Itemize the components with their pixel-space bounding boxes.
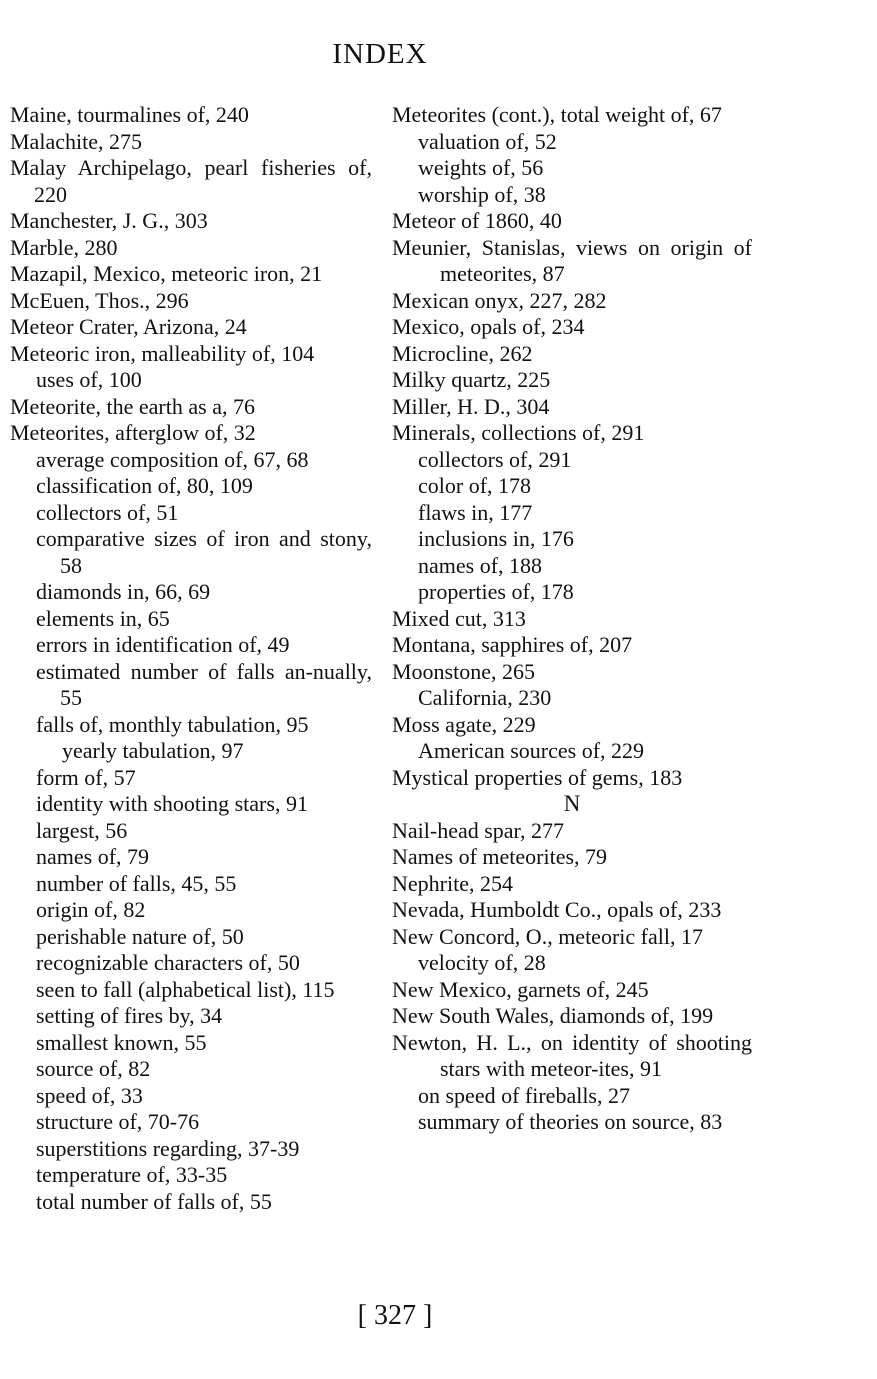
page-number: [ 327 ] (357, 1300, 433, 1331)
page-title: INDEX (332, 38, 428, 70)
index-subentry: origin of, 82 (36, 897, 146, 922)
index-subentry: on speed of fireballs, 27 (418, 1082, 630, 1108)
index-entry: Meteorites (cont.), total weight of, 67 (392, 102, 722, 127)
index-subentry: collectors of, 51 (36, 499, 179, 525)
index-entry: Meteor Crater, Arizona, 24 (10, 314, 247, 339)
index-subentry: collectors of, 291 (418, 446, 572, 472)
index-entry: Maine, tourmalines of, 240 (10, 102, 249, 127)
index-entry: Mexican onyx, 227, 282 (392, 287, 607, 313)
index-subentry: summary of theories on source, 83 (418, 1109, 723, 1134)
index-subentry: number of falls, 45, 55 (36, 870, 237, 896)
index-entry: Meteoric iron, malleability of, 104 (10, 340, 315, 366)
index-subentry: properties of, 178 (418, 579, 574, 604)
index-subentry: smallest known, 55 (36, 1029, 207, 1055)
index-entry: Meteor of 1860, 40 (392, 208, 562, 233)
index-subentry: recognizable characters of, 50 (36, 950, 300, 975)
index-subentry: identity with shooting stars, 91 (36, 791, 308, 816)
index-subentry: velocity of, 28 (418, 950, 546, 975)
index-subentry: largest, 56 (36, 817, 128, 843)
index-subentry: valuation of, 52 (418, 128, 557, 154)
index-entry: Nephrite, 254 (392, 870, 513, 896)
index-entry: Marble, 280 (10, 234, 118, 260)
index-entry: New South Wales, diamonds of, 199 (392, 1003, 714, 1028)
index-subentry: estimated number of falls an-nually, 55 (36, 658, 372, 710)
index-subentry: speed of, 33 (36, 1082, 143, 1108)
index-subentry: American sources of, 229 (418, 738, 645, 763)
index-subentry: falls of, monthly tabulation, 95 (36, 711, 309, 737)
index-entry: Nail-head spar, 277 (392, 817, 565, 843)
index-entry: New Concord, O., meteoric fall, 17 (392, 923, 703, 949)
index-entry: Montana, sapphires of, 207 (392, 632, 633, 657)
index-entry: Mystical properties of gems, 183 (392, 764, 683, 790)
index-entry: Meunier, Stanislas, views on origin of meteorites, 87 (392, 234, 752, 286)
index-entry: Manchester, J. G., 303 (10, 208, 208, 233)
index-subentry: comparative sizes of iron and stony, 58 (36, 526, 372, 578)
index-subentry: names of, 79 (36, 844, 150, 869)
index-subentry: seen to fall (alphabetical list), 115 (36, 976, 335, 1002)
index-column-left (10, 102, 372, 1215)
index-subentry: source of, 82 (36, 1056, 151, 1081)
index-subentry: classification of, 80, 109 (36, 473, 253, 498)
index-entry: Minerals, collections of, 291 (392, 420, 645, 445)
index-subsubentry: yearly tabulation, 97 (62, 738, 244, 763)
index-subentry: weights of, 56 (418, 155, 544, 180)
index-subentry: uses of, 100 (36, 367, 142, 392)
index-entry: Malachite, 275 (10, 128, 142, 154)
index-entry: Microcline, 262 (392, 340, 533, 366)
index-subentry: elements in, 65 (36, 605, 170, 631)
index-entry: Mixed cut, 313 (392, 605, 526, 631)
index-subentry: superstitions regarding, 37-39 (36, 1135, 300, 1161)
index-entry: Newton, H. L., on identity of shooting stars with meteor-ites, 91 (392, 1029, 752, 1081)
index-entry: McEuen, Thos., 296 (10, 287, 189, 313)
index-subentry: setting of fires by, 34 (36, 1003, 223, 1028)
index-subentry: worship of, 38 (418, 181, 546, 207)
index-subentry: color of, 178 (418, 473, 532, 498)
index-entry: Moss agate, 229 (392, 711, 536, 737)
index-subentry: names of, 188 (418, 552, 543, 578)
section-letter: N (563, 791, 581, 816)
index-subentry: average composition of, 67, 68 (36, 446, 309, 472)
index-entry: Milky quartz, 225 (392, 367, 551, 392)
index-entry: Nevada, Humboldt Co., opals of, 233 (392, 897, 722, 922)
index-subentry: form of, 57 (36, 764, 136, 790)
index-entry: Names of meteorites, 79 (392, 844, 608, 869)
index-entry: Meteorites, afterglow of, 32 (10, 420, 256, 445)
index-subentry: total number of falls of, 55 (36, 1188, 272, 1214)
index-entry: Miller, H. D., 304 (392, 393, 550, 419)
index-entry: Malay Archipelago, pearl fisheries of, 220 (10, 155, 372, 207)
index-entry: Mazapil, Mexico, meteoric iron, 21 (10, 261, 323, 286)
index-subentry: flaws in, 177 (418, 499, 533, 525)
index-subentry: temperature of, 33-35 (36, 1162, 228, 1187)
index-subentry: California, 230 (418, 685, 552, 710)
index-entry: Meteorite, the earth as a, 76 (10, 393, 255, 419)
index-subentry: perishable nature of, 50 (36, 923, 244, 949)
index-entry: Mexico, opals of, 234 (392, 314, 585, 339)
index-entry: New Mexico, garnets of, 245 (392, 976, 649, 1002)
index-entry: Moonstone, 265 (392, 658, 535, 684)
index-subentry: inclusions in, 176 (418, 526, 574, 551)
index-subentry: structure of, 70-76 (36, 1109, 200, 1134)
index-subentry: errors in identification of, 49 (36, 632, 290, 657)
index-column-right (392, 102, 752, 1136)
index-subentry: diamonds in, 66, 69 (36, 579, 211, 604)
